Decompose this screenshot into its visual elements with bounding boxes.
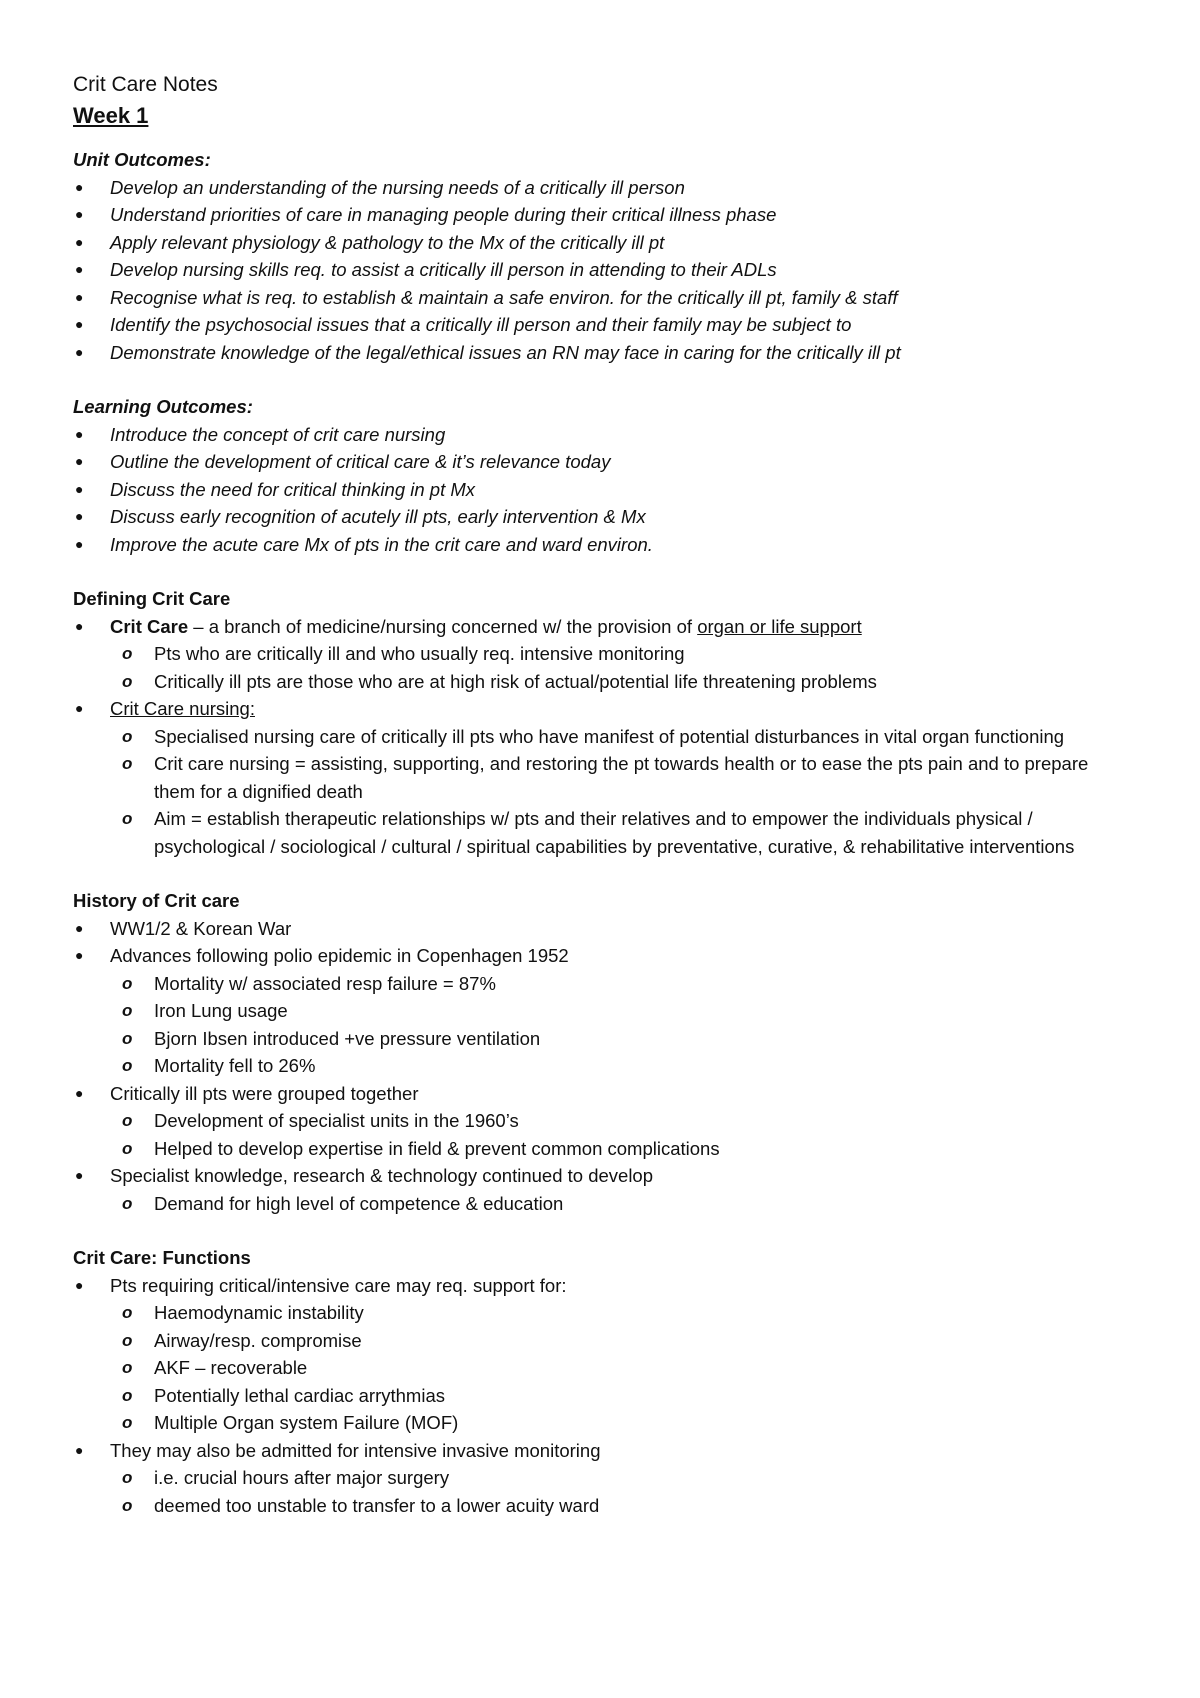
item-text: Mortality w/ associated resp failure = 87% [154, 972, 496, 994]
item-text: Identify the psychosocial issues that a critically ill person and their family may be subject to [110, 314, 852, 335]
bullet-icon: ● [75, 480, 84, 497]
item-text: Develop nursing skills req. to assist a critically ill person in attending to their ADLs [110, 259, 777, 280]
item-text: Develop an understanding of the nursing needs of a critically ill person [110, 176, 685, 198]
functions-section [73, 1244, 1100, 1519]
list-item [73, 256, 1100, 284]
sub-list-item [110, 805, 1100, 860]
sub-list-item [110, 1409, 1100, 1437]
sub-list-item [110, 723, 1100, 751]
sub-bullet-icon: o [122, 1303, 133, 1322]
bullet-icon: ● [75, 178, 84, 195]
sub-bullet-icon: o [122, 726, 133, 746]
list-item [73, 339, 1100, 367]
list-item [73, 476, 1100, 504]
bullet-list [73, 174, 1100, 367]
item-text: Haemodynamic instability [154, 1302, 364, 1323]
sub-list [110, 970, 1100, 1080]
item-text: Bjorn Ibsen introduced +ve pressure ventilation [154, 1027, 541, 1049]
bullet-icon: ● [75, 617, 84, 634]
bullet-icon: ● [75, 535, 84, 552]
list-item [73, 284, 1100, 312]
defining-section [73, 585, 1100, 860]
history-section [73, 887, 1100, 1217]
sub-list-item [110, 640, 1100, 668]
list-item [73, 174, 1100, 202]
bullet-icon: ● [75, 288, 84, 305]
sub-bullet-icon: o [122, 1138, 133, 1158]
item-text: Crit care nursing = assisting, supporting, and restoring the pt towards health or to ease the pts pain and to prepare them for a dignified death [154, 753, 1089, 802]
sub-list-item [110, 668, 1100, 696]
list-item [73, 613, 1100, 696]
sub-list [110, 1107, 1100, 1162]
item-text: Pts who are critically ill and who usually req. intensive monitoring [154, 643, 685, 664]
sub-list-item [110, 1190, 1100, 1218]
item-text: Introduce the concept of crit care nursing [110, 423, 446, 445]
list-item [73, 229, 1100, 257]
item-text: Discuss early recognition of acutely ill pts, early intervention & Mx [110, 506, 646, 527]
underlined-label: Crit Care nursing: [110, 698, 255, 719]
sub-list-item [110, 1382, 1100, 1410]
bullet-icon: ● [75, 1167, 84, 1183]
sub-list [110, 1299, 1100, 1437]
sub-list-item [110, 1135, 1100, 1163]
sub-bullet-icon: o [122, 1358, 133, 1377]
sub-bullet-icon: o [122, 1193, 133, 1213]
list-item [73, 915, 1100, 943]
list-item [73, 1080, 1100, 1163]
bullet-icon: ● [75, 947, 84, 963]
sub-list-item [110, 1464, 1100, 1492]
list-item [73, 695, 1100, 860]
sub-list [110, 1190, 1100, 1218]
underlined-text: organ or life support [697, 615, 862, 637]
item-text: Development of specialist units in the 1960’s [154, 1110, 519, 1131]
sub-bullet-icon: o [122, 754, 133, 773]
item-text: Improve the acute care Mx of pts in the crit care and ward environ. [110, 533, 653, 555]
bullet-icon: ● [75, 508, 84, 524]
item-text: Potentially lethal cardiac arrythmias [154, 1384, 445, 1406]
sub-bullet-icon: o [122, 809, 133, 828]
item-text: Aim = establish therapeutic relationships w/ pts and their relatives and to empower the individuals physical / psychological / sociological / cultural / spiritual capabilities by preventative, curative, & rehabilitative interventions [154, 808, 1075, 857]
sub-bullet-icon: o [122, 973, 133, 993]
sub-bullet-icon: o [122, 1468, 133, 1487]
sub-list-item [110, 1052, 1100, 1080]
bullet-icon: ● [75, 425, 84, 442]
item-text: Specialised nursing care of critically ill pts who have manifest of potential disturbances in vital organ functioning [154, 725, 1065, 747]
bullet-icon: ● [75, 343, 84, 360]
item-text: i.e. crucial hours after major surgery [154, 1467, 450, 1488]
sub-bullet-icon: o [122, 1330, 133, 1350]
bullet-icon: ● [75, 919, 84, 936]
list-item [73, 1162, 1100, 1217]
list-item [73, 531, 1100, 559]
item-text: Discuss the need for critical thinking in pt Mx [110, 478, 476, 500]
item-text: Understand priorities of care in managing people during their critical illness phase [110, 204, 777, 225]
item-text: WW1/2 & Korean War [110, 917, 292, 939]
sub-list-item [110, 1299, 1100, 1327]
list-item [73, 448, 1100, 476]
section-heading: Unit Outcomes: [73, 149, 211, 170]
list-item [73, 421, 1100, 449]
item-text: They may also be admitted for intensive invasive monitoring [110, 1439, 601, 1461]
doc-title: Crit Care Notes [73, 73, 218, 96]
item-text: Recognise what is req. to establish & maintain a safe environ. for the critically ill pt, family & staff [110, 286, 898, 308]
item-text: Helped to develop expertise in field & prevent common complications [154, 1137, 720, 1159]
sub-bullet-icon: o [122, 671, 133, 691]
item-text: Iron Lung usage [154, 1000, 288, 1021]
sub-list-item [110, 1327, 1100, 1355]
sub-list-item [110, 1025, 1100, 1053]
sub-bullet-icon: o [122, 1056, 133, 1075]
item-text: Demand for high level of competence & education [154, 1192, 564, 1214]
sub-bullet-icon: o [122, 1111, 133, 1130]
bullet-icon: ● [75, 261, 84, 277]
list-item [73, 311, 1100, 339]
bullet-list [73, 421, 1100, 559]
sub-list-item [110, 970, 1100, 998]
item-text: Airway/resp. compromise [154, 1329, 362, 1351]
item-text: Pts requiring critical/intensive care may req. support for: [110, 1274, 567, 1296]
definition-text: – a branch of medicine/nursing concerned w/ the provision of [188, 615, 698, 637]
section-heading: History of Crit care [73, 890, 240, 911]
sub-bullet-icon: o [122, 1028, 133, 1048]
item-text: deemed too unstable to transfer to a lower acuity ward [154, 1494, 600, 1516]
bullet-icon: ● [75, 1441, 84, 1458]
list-item [73, 503, 1100, 531]
item-text: Critically ill pts were grouped together [110, 1082, 419, 1104]
unit-outcomes-section [73, 146, 1100, 366]
item-text: Mortality fell to 26% [154, 1055, 316, 1076]
sub-list-item [110, 1492, 1100, 1520]
bullet-icon: ● [75, 700, 84, 716]
sub-list-item [110, 997, 1100, 1025]
sub-bullet-icon: o [122, 1495, 133, 1515]
bullet-icon: ● [75, 233, 84, 250]
bullet-list [73, 915, 1100, 1218]
sub-bullet-icon: o [122, 1413, 133, 1432]
learning-outcomes-section [73, 393, 1100, 558]
item-text: Apply relevant physiology & pathology to the Mx of the critically ill pt [110, 231, 665, 253]
list-item [73, 942, 1100, 1080]
sub-bullet-icon: o [122, 1001, 133, 1020]
section-heading: Crit Care: Functions [73, 1247, 251, 1268]
sub-list-item [110, 1354, 1100, 1382]
sub-list-item [110, 750, 1100, 805]
list-item [73, 201, 1100, 229]
sub-bullet-icon: o [122, 644, 133, 663]
sub-list [110, 1464, 1100, 1519]
doc-subtitle: Week 1 [73, 103, 149, 128]
bullet-icon: ● [75, 316, 84, 332]
bullet-list [73, 1272, 1100, 1520]
sub-list [110, 640, 1100, 695]
sub-list [110, 723, 1100, 861]
bullet-icon: ● [75, 453, 84, 469]
item-text: Demonstrate knowledge of the legal/ethical issues an RN may face in caring for the critically ill pt [110, 341, 901, 363]
section-heading: Learning Outcomes: [73, 396, 253, 417]
item-text: Multiple Organ system Failure (MOF) [154, 1412, 459, 1433]
item-text: Outline the development of critical care & it’s relevance today [110, 451, 611, 472]
bullet-icon: ● [75, 1084, 84, 1101]
bullet-icon: ● [75, 1276, 84, 1293]
sub-bullet-icon: o [122, 1385, 133, 1405]
bullet-icon: ● [75, 206, 84, 222]
item-text: Critically ill pts are those who are at high risk of actual/potential life threatening problems [154, 670, 877, 692]
sub-list-item [110, 1107, 1100, 1135]
list-item [73, 1272, 1100, 1437]
item-text: AKF – recoverable [154, 1357, 308, 1378]
section-heading: Defining Crit Care [73, 588, 231, 609]
list-item [73, 1437, 1100, 1520]
item-text: Advances following polio epidemic in Copenhagen 1952 [110, 945, 569, 966]
item-text: Specialist knowledge, research & technology continued to develop [110, 1165, 654, 1186]
bullet-list [73, 613, 1100, 861]
term: Crit Care [110, 615, 189, 637]
